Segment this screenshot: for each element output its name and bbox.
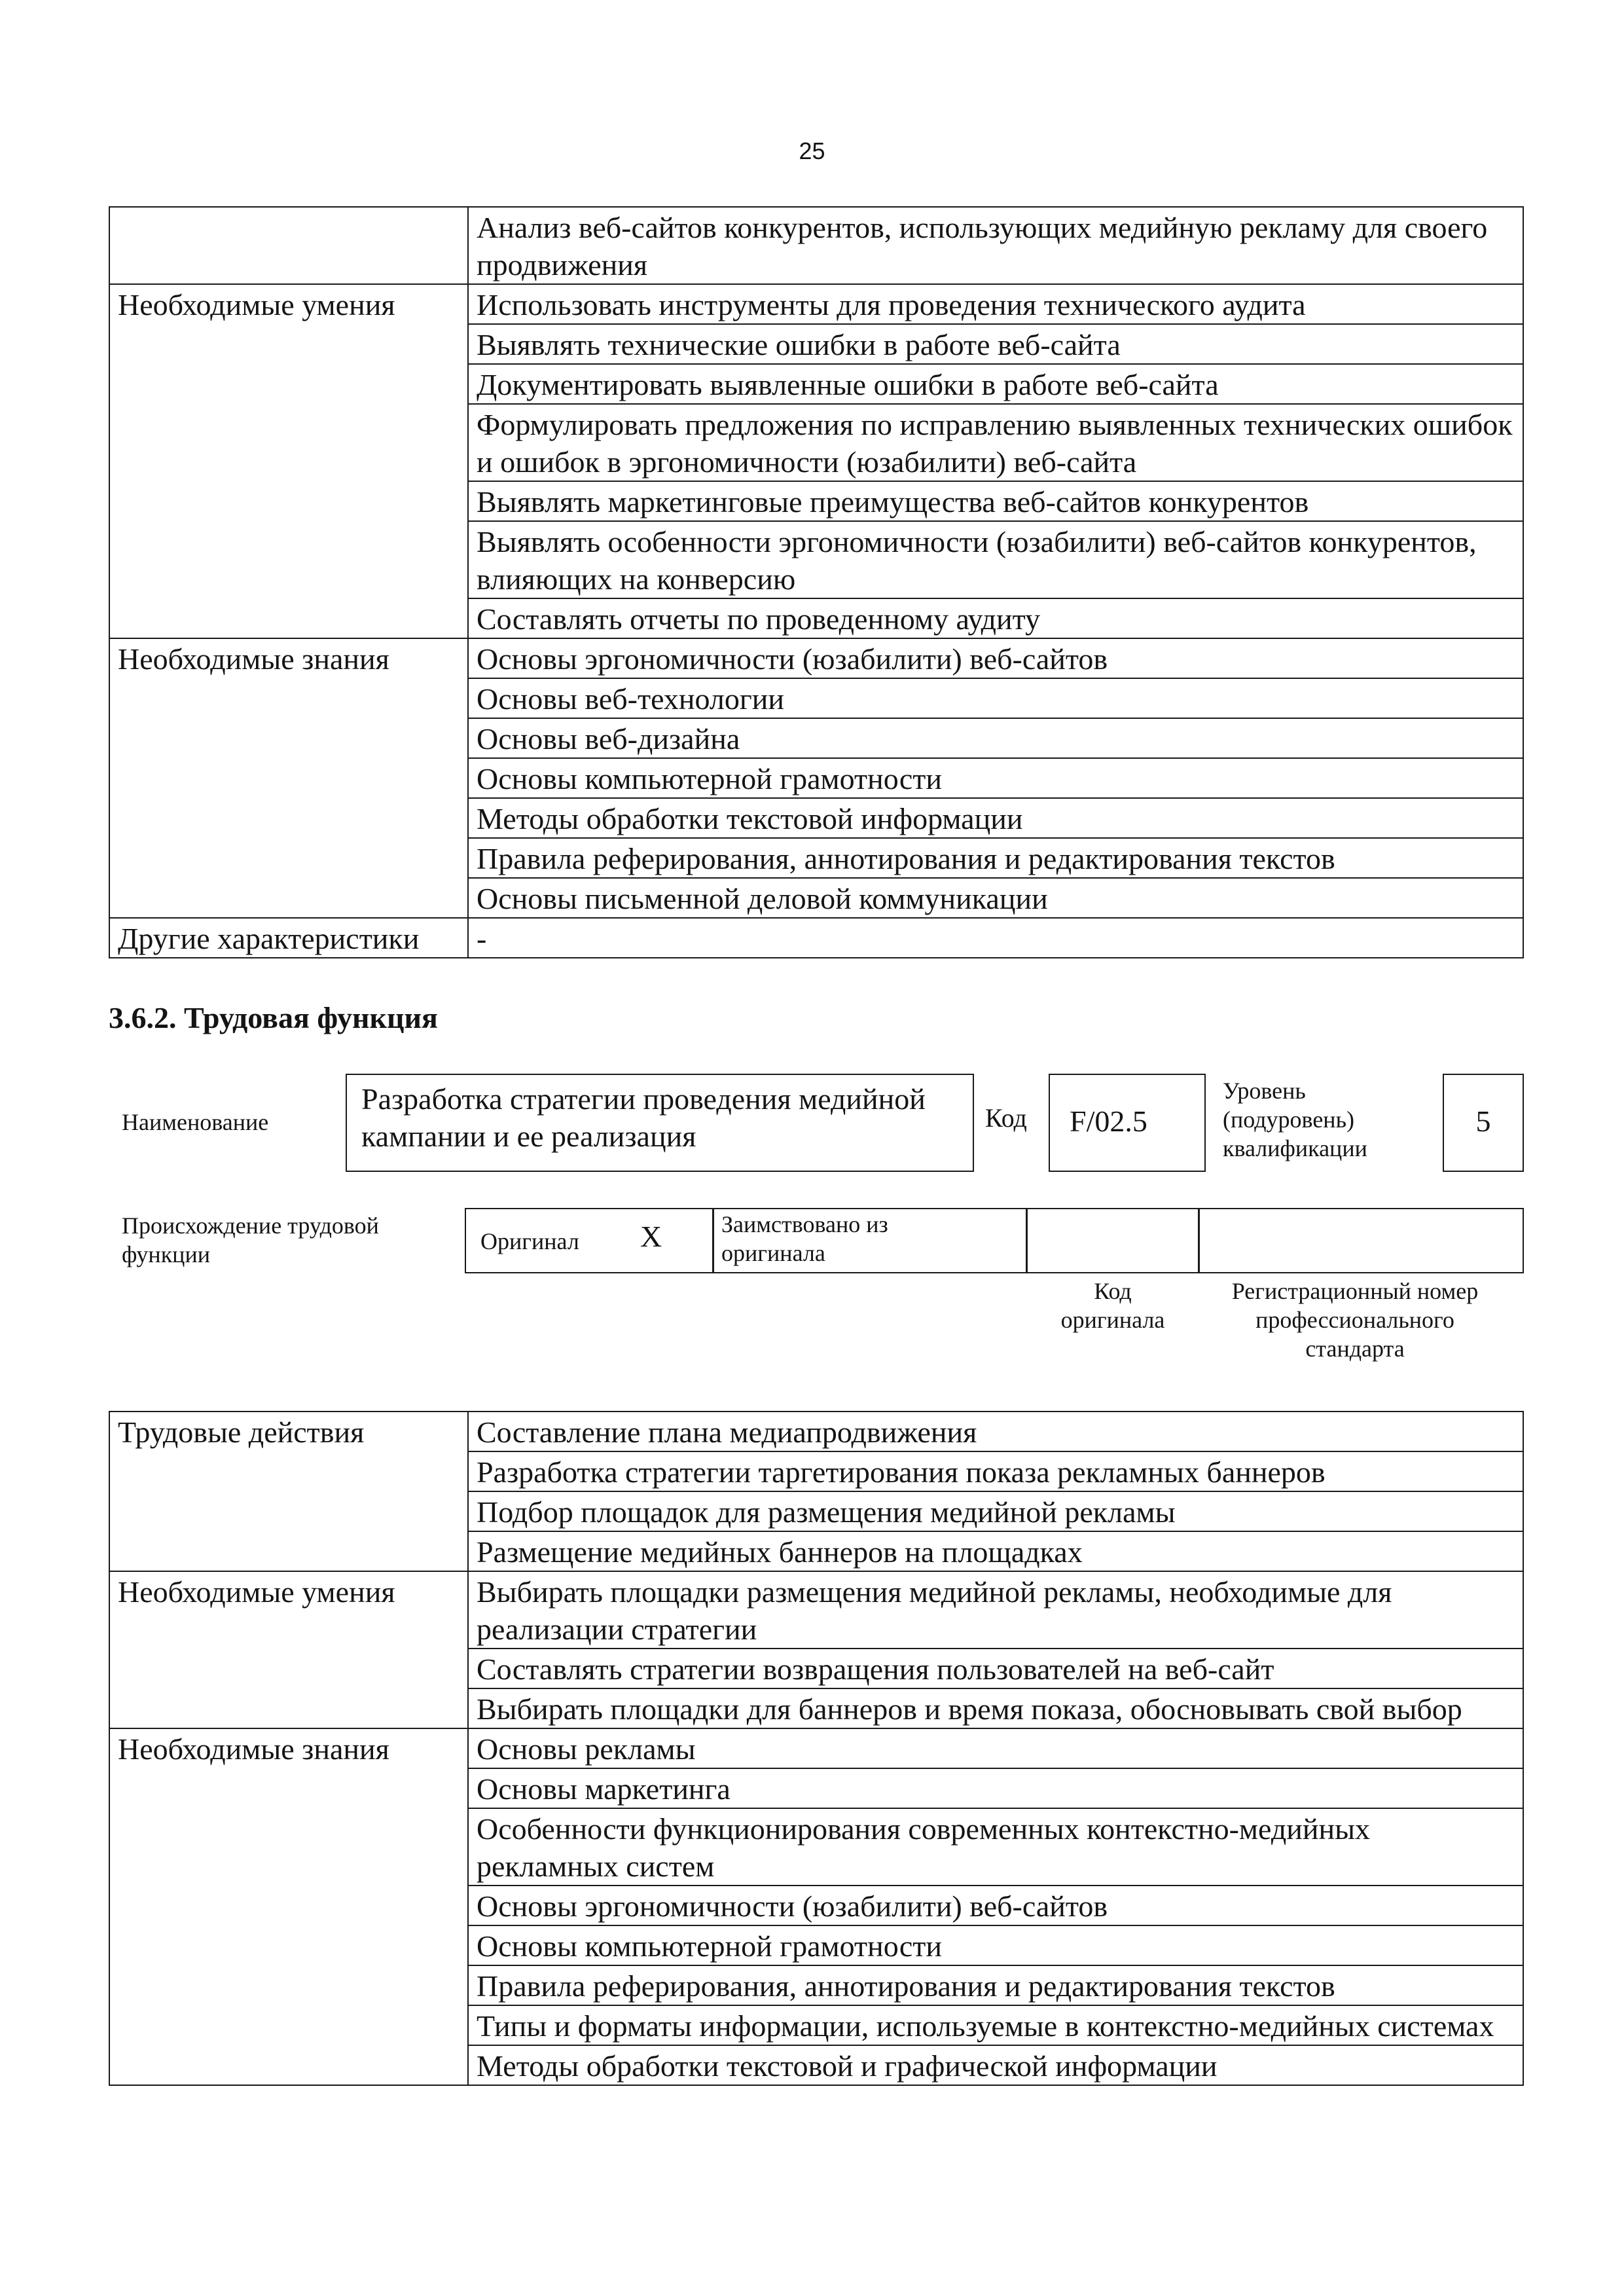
row-category-cell (109, 364, 468, 404)
row-item-cell: Правила реферирования, аннотирования и редактирования текстов (468, 1965, 1523, 2005)
row-category-cell (109, 1649, 468, 1688)
row-item-cell: Анализ веб-сайтов конкурентов, использующих медийную рекламу для своего продвижения (468, 207, 1523, 284)
table-row (109, 1768, 1523, 1808)
row-category-cell (109, 1491, 468, 1531)
row-category-cell (109, 1886, 468, 1925)
row-item-cell: Основы эргономичности (юзабилити) веб-сайтов (468, 1886, 1523, 1925)
table-row (109, 1649, 1523, 1688)
table-row (109, 2045, 1523, 2085)
table-row (109, 404, 1523, 481)
row-category-cell: Трудовые действия (109, 1412, 468, 1451)
row-category-cell (109, 1925, 468, 1965)
row-item-cell: Типы и форматы информации, используемые в контекстно-медийных системах (468, 2005, 1523, 2045)
row-item-cell: Выявлять маркетинговые преимущества веб-сайтов конкурентов (468, 481, 1523, 521)
table-row (109, 758, 1523, 798)
function-name-value: Разработка стратегии проведения медийной кампании и ее реализация (361, 1082, 926, 1153)
table-row (109, 678, 1523, 718)
row-item-cell: Основы письменной деловой коммуникации (468, 878, 1523, 918)
row-category-cell: Необходимые знания (109, 1728, 468, 1768)
table-row (109, 918, 1523, 958)
table-row (109, 1886, 1523, 1925)
table-row (109, 1491, 1523, 1531)
function-code-box (1049, 1074, 1206, 1172)
row-category-cell: Необходимые знания (109, 638, 468, 678)
registration-number-caption: Регистрационный номер профессионального стандарта (1231, 1278, 1479, 1362)
row-item-cell: Основы веб-дизайна (468, 718, 1523, 758)
table-row (109, 1965, 1523, 2005)
origin-divider-3 (1198, 1208, 1200, 1273)
row-item-cell: Составление плана медиапродвижения (468, 1412, 1523, 1451)
table-row (109, 1688, 1523, 1728)
row-category-cell (109, 878, 468, 918)
row-category-cell: Другие характеристики (109, 918, 468, 958)
function-name-box (346, 1074, 974, 1172)
row-category-cell (109, 2045, 468, 2085)
original-label: Оригинал (480, 1228, 579, 1254)
origin-label: Происхождение трудовой функции (122, 1212, 379, 1267)
row-item-cell: Основы компьютерной грамотности (468, 758, 1523, 798)
code-original-caption: Код оригинала (1060, 1278, 1165, 1333)
row-item-cell: Составлять отчеты по проведенному аудиту (468, 598, 1523, 638)
row-category-cell: Необходимые умения (109, 1571, 468, 1649)
row-category-cell (109, 1451, 468, 1491)
row-item-cell: Подбор площадок для размещения медийной рекламы (468, 1491, 1523, 1531)
row-item-cell: Основы маркетинга (468, 1768, 1523, 1808)
row-category-cell (109, 1688, 468, 1728)
row-category-cell (109, 481, 468, 521)
row-category-cell (109, 1768, 468, 1808)
row-category-cell (109, 1965, 468, 2005)
row-item-cell: Основы компьютерной грамотности (468, 1925, 1523, 1965)
level-label: Уровень (подуровень) квалификации (1223, 1078, 1367, 1161)
table-row (109, 1808, 1523, 1886)
table-row (109, 1531, 1523, 1571)
table-row (109, 1412, 1523, 1451)
table-row (109, 207, 1523, 284)
table-row (109, 838, 1523, 878)
row-category-cell (109, 207, 468, 284)
row-item-cell: Выбирать площадки размещения медийной рекламы, необходимые для реализации стратегии (468, 1571, 1523, 1649)
original-mark: X (640, 1220, 662, 1253)
row-item-cell: Особенности функционирования современных контекстно-медийных рекламных систем (468, 1808, 1523, 1886)
name-label: Наименование (122, 1109, 269, 1135)
origin-divider-1 (712, 1208, 714, 1273)
row-category-cell (109, 2005, 468, 2045)
table-row (109, 2005, 1523, 2045)
row-category-cell (109, 1808, 468, 1886)
table-row (109, 798, 1523, 838)
table-row (109, 598, 1523, 638)
row-item-cell: Выявлять особенности эргономичности (юзабилити) веб-сайтов конкурентов, влияющих на конверсию (468, 521, 1523, 598)
row-category-cell (109, 798, 468, 838)
row-item-cell: Методы обработки текстовой информации (468, 798, 1523, 838)
row-item-cell: Выявлять технические ошибки в работе веб-сайта (468, 324, 1523, 364)
row-category-cell (109, 404, 468, 481)
function-code-value: F/02.5 (1070, 1104, 1147, 1138)
table-row (109, 878, 1523, 918)
table-row (109, 1571, 1523, 1649)
row-category-cell (109, 678, 468, 718)
table-row (109, 481, 1523, 521)
labor-function-table (109, 1411, 1524, 2086)
row-item-cell: Основы веб-технологии (468, 678, 1523, 718)
row-item-cell: Использовать инструменты для проведения технического аудита (468, 284, 1523, 324)
table-row (109, 1451, 1523, 1491)
row-item-cell: Размещение медийных баннеров на площадках (468, 1531, 1523, 1571)
page-number: 25 (799, 137, 825, 164)
table-row (109, 364, 1523, 404)
section-heading: 3.6.2. Трудовая функция (109, 1001, 438, 1034)
row-category-cell (109, 521, 468, 598)
origin-divider-2 (1026, 1208, 1028, 1273)
level-value: 5 (1475, 1104, 1491, 1138)
row-item-cell: Документировать выявленные ошибки в работе веб-сайта (468, 364, 1523, 404)
table-row (109, 1728, 1523, 1768)
row-item-cell: Основы эргономичности (юзабилити) веб-сайтов (468, 638, 1523, 678)
table-row (109, 1925, 1523, 1965)
code-label: Код (985, 1103, 1027, 1133)
row-item-cell: Основы рекламы (468, 1728, 1523, 1768)
competency-table-continued (109, 206, 1524, 958)
table-row (109, 638, 1523, 678)
borrowed-label: Заимствовано из оригинала (721, 1211, 888, 1266)
row-item-cell: Методы обработки текстовой и графической информации (468, 2045, 1523, 2085)
row-category-cell (109, 838, 468, 878)
table-row (109, 718, 1523, 758)
row-item-cell: Разработка стратегии таргетирования показа рекламных баннеров (468, 1451, 1523, 1491)
row-item-cell: Формулировать предложения по исправлению выявленных технических ошибок и ошибок в эргономичности (юзабилити) веб-сайта (468, 404, 1523, 481)
row-item-cell: Выбирать площадки для баннеров и время показа, обосновывать свой выбор (468, 1688, 1523, 1728)
level-box (1443, 1074, 1524, 1172)
table-row (109, 284, 1523, 324)
row-category-cell (109, 598, 468, 638)
row-item-cell: Составлять стратегии возвращения пользователей на веб-сайт (468, 1649, 1523, 1688)
row-category-cell (109, 1531, 468, 1571)
row-item-cell: - (468, 918, 1523, 958)
row-item-cell: Правила реферирования, аннотирования и редактирования текстов (468, 838, 1523, 878)
row-category-cell (109, 324, 468, 364)
row-category-cell (109, 718, 468, 758)
row-category-cell (109, 758, 468, 798)
row-category-cell: Необходимые умения (109, 284, 468, 324)
table-row (109, 521, 1523, 598)
table-row (109, 324, 1523, 364)
